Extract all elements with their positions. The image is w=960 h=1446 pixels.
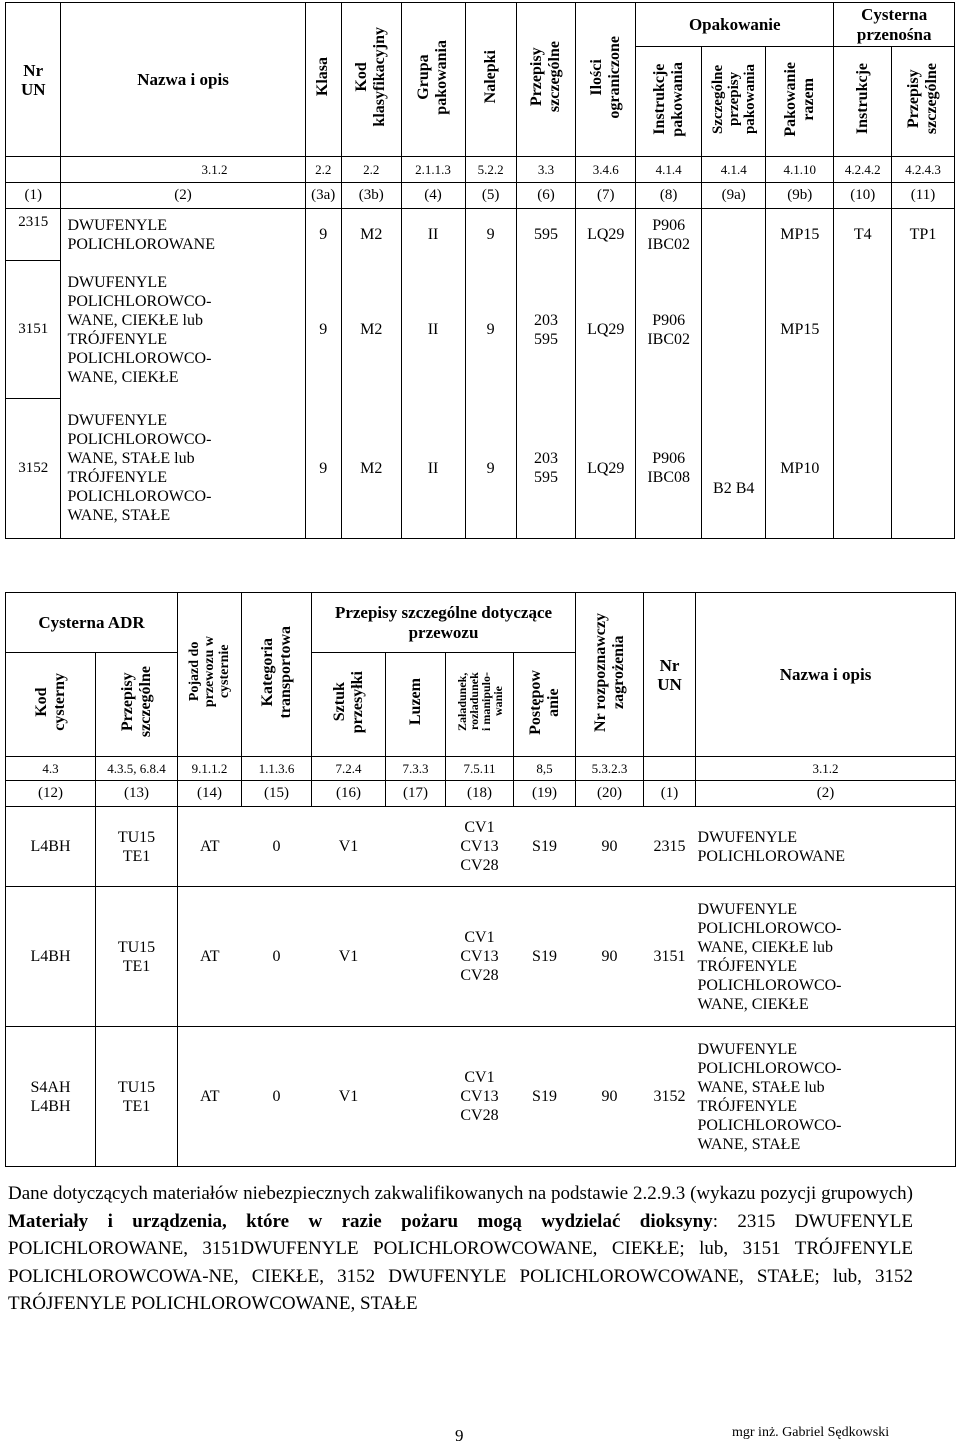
cell-kod-cysterny: L4BH <box>6 807 96 887</box>
ref-cell: 7.2.4 <box>312 757 386 781</box>
header-luzem: Luzem <box>386 653 446 757</box>
cell-zaladunek: CV1 CV13 CV28 <box>446 1027 514 1167</box>
cell-razem: MP15 <box>766 261 834 399</box>
table-row <box>6 1027 956 1167</box>
cell-cp-przepisy: TP1 <box>892 209 955 261</box>
col-number: (18) <box>446 781 514 807</box>
cell-postepowanie: S19 <box>514 1027 576 1167</box>
header-pakowanie-razem: Pakowanie razem <box>766 47 834 157</box>
col-number: (3b) <box>341 183 401 209</box>
cell-un: 2315 <box>6 209 61 261</box>
cell-nr-rozpoznawczy: 90 <box>576 887 644 1027</box>
ref-cell: 8,5 <box>514 757 576 781</box>
ref-cell: 3.1.2 <box>61 157 305 183</box>
note-text-2: : 2315 DWUFENYLE POLICHLOROWANE, 3151DWUFENYLE POLICHLOROWCOWANE, CIEKŁE; lub, 3151 TRÓJFENYLE POLICHLOROWCOWA-NE, CIEKŁE, 3152 DWUFENYLE POLICHLOROWCOWANE, STAŁE; lub, 3152 TRÓJFENYLE POLICHLOROWCOWANE, STAŁE <box>8 1210 913 1314</box>
header-opakowanie: Opakowanie <box>636 3 834 47</box>
header-cysterna-przenosna: Cysterna przenośna <box>834 3 955 47</box>
cell-luzem <box>386 887 446 1027</box>
cell-pojazd: AT <box>178 807 242 887</box>
adr-table-part1 <box>5 2 955 539</box>
cell-name: DWUFENYLE POLICHLOROWANE <box>61 209 305 261</box>
header-nazwa: Nazwa i opis <box>61 3 305 157</box>
header-cysterna-adr: Cysterna ADR <box>6 593 178 653</box>
cell-przepisy: TU15 TE1 <box>96 1027 178 1167</box>
cell-luzem <box>386 807 446 887</box>
col-number: (14) <box>178 781 242 807</box>
ref-cell: 1.1.3.6 <box>242 757 312 781</box>
cell-klasa: 9 <box>305 209 341 261</box>
note-text: Dane dotyczących materiałów niebezpiecznych zakwalifikowanych na podstawie 2.2.9.3 (wykazu pozycji grupowych) <box>8 1183 913 1204</box>
ref-cell: 3.3 <box>516 157 576 183</box>
cell-nr-rozpoznawczy: 90 <box>576 1027 644 1167</box>
col-number: (19) <box>514 781 576 807</box>
ref-cell: 3.1.2 <box>696 757 956 781</box>
ref-cell: 5.3.2.3 <box>576 757 644 781</box>
cell-cp-przepisy <box>892 399 955 539</box>
cell-razem: MP10 <box>766 399 834 539</box>
col-number: (2) <box>61 183 305 209</box>
cell-kategoria: 0 <box>242 1027 312 1167</box>
ref-cell: 4.1.10 <box>766 157 834 183</box>
header-przepisy-szczegolne: Przepisy szczególne <box>516 3 576 157</box>
cell-pojazd: AT <box>178 887 242 1027</box>
col-number: (9a) <box>702 183 766 209</box>
col-number: (20) <box>576 781 644 807</box>
cell-postepowanie: S19 <box>514 807 576 887</box>
header-kod-klasyfikacyjny: Kod klasyfikacyjny <box>341 3 401 157</box>
col-number: (15) <box>242 781 312 807</box>
cell-nalepki: 9 <box>465 261 516 399</box>
ref-cell: 4.1.4 <box>702 157 766 183</box>
table-row <box>6 807 956 887</box>
ref-cell: 4.2.4.3 <box>892 157 955 183</box>
note-bold: Materiały i urządzenia, które w razie pożaru mogą wydzielać dioksyny <box>8 1210 713 1232</box>
cell-nalepki: 9 <box>465 399 516 539</box>
col-number: (4) <box>401 183 465 209</box>
adr-table-part2 <box>5 592 956 1167</box>
col-number: (16) <box>312 781 386 807</box>
header-postepowanie: Postępow anie <box>514 653 576 757</box>
header-instrukcje-pakowania: Instrukcje pakowania <box>636 47 702 157</box>
cell-sztuk: V1 <box>312 1027 386 1167</box>
note-paragraph <box>8 1180 913 1318</box>
cell-un: 3152 <box>6 399 61 539</box>
header-przepisy-szczegolne: Przepisy szczególne <box>96 653 178 757</box>
col-number: (9b) <box>766 183 834 209</box>
cell-kod: M2 <box>341 399 401 539</box>
header-nr-rozpoznawczy: Nr rozpoznawczy zagrożenia <box>576 593 644 757</box>
cell-postepowanie: S19 <box>514 887 576 1027</box>
cell-cp-tank <box>834 399 892 539</box>
ref-cell: 9.1.1.2 <box>178 757 242 781</box>
col-number: (1) <box>6 183 61 209</box>
ref-cell: 4.3.5, 6.8.4 <box>96 757 178 781</box>
header-instrukcje: Instrukcje <box>834 47 892 157</box>
cell-kategoria: 0 <box>242 807 312 887</box>
cell-sztuk: V1 <box>312 887 386 1027</box>
cell-kod-cysterny: L4BH <box>6 887 96 1027</box>
ref-cell: 2.2 <box>305 157 341 183</box>
table-row <box>6 887 956 1027</box>
cell-zaladunek: CV1 CV13 CV28 <box>446 887 514 1027</box>
cell-un: 3151 <box>6 261 61 399</box>
cell-name: DWUFENYLE POLICHLOROWCO- WANE, CIEKŁE lub TRÓJFENYLE POLICHLOROWCO- WANE, CIEKŁE <box>61 261 305 399</box>
cell-grupa: II <box>401 399 465 539</box>
cell-instr: P906 IBC02 <box>636 261 702 399</box>
col-number: (12) <box>6 781 96 807</box>
col-number: (10) <box>834 183 892 209</box>
cell-name: DWUFENYLE POLICHLOROWANE <box>696 807 956 887</box>
header-nazwa: Nazwa i opis <box>696 593 956 757</box>
cell-instr: P906 IBC08 <box>636 399 702 539</box>
cell-sztuk: V1 <box>312 807 386 887</box>
cell-un: 2315 <box>644 807 696 887</box>
ref-cell: 4.2.4.2 <box>834 157 892 183</box>
cell-ilosci: LQ29 <box>576 399 636 539</box>
cell-grupa: II <box>401 209 465 261</box>
cell-name: DWUFENYLE POLICHLOROWCO- WANE, STAŁE lub TRÓJFENYLE POLICHLOROWCO- WANE, STAŁE <box>61 399 305 539</box>
cell-przepisy: TU15 TE1 <box>96 887 178 1027</box>
cell-pojazd: AT <box>178 1027 242 1167</box>
cell-grupa: II <box>401 261 465 399</box>
header-nr-un: Nr UN <box>6 3 61 157</box>
cell-nr-rozpoznawczy: 90 <box>576 807 644 887</box>
page-number: 9 <box>455 1426 464 1445</box>
cell-klasa: 9 <box>305 261 341 399</box>
ref-cell <box>644 757 696 781</box>
ref-cell: 3.4.6 <box>576 157 636 183</box>
cell-un: 3151 <box>644 887 696 1027</box>
cell-cp-tank: T4 <box>834 209 892 261</box>
col-number: (7) <box>576 183 636 209</box>
cell-przepisy: 203 595 <box>516 399 576 539</box>
header-kategoria: Kategoria transportowa <box>242 593 312 757</box>
ref-cell <box>6 157 61 183</box>
header-ilosci-ograniczone: Ilości ograniczone <box>576 3 636 157</box>
header-kod-cysterny: Kod cysterny <box>6 653 96 757</box>
col-number: (17) <box>386 781 446 807</box>
header-nalepki: Nalepki <box>465 3 516 157</box>
cell-zaladunek: CV1 CV13 CV28 <box>446 807 514 887</box>
header-szczegolne-przepisy-pakowania: Szczególne przepisy pakowania <box>702 47 766 157</box>
col-number: (2) <box>696 781 956 807</box>
cell-nalepki: 9 <box>465 209 516 261</box>
header-zaladunek: Załadunek, rozładunek i manipulo- wanie <box>446 653 514 757</box>
cell-szczeg <box>702 209 766 261</box>
cell-ilosci: LQ29 <box>576 261 636 399</box>
cell-kod: M2 <box>341 261 401 399</box>
ref-cell: 4.1.4 <box>636 157 702 183</box>
cell-cp-przepisy <box>892 261 955 399</box>
cell-klasa: 9 <box>305 399 341 539</box>
cell-razem: MP15 <box>766 209 834 261</box>
table-row <box>6 261 955 399</box>
ref-cell: 2.2 <box>341 157 401 183</box>
table-row <box>6 209 955 261</box>
ref-cell: 7.5.11 <box>446 757 514 781</box>
cell-przepisy: 203 595 <box>516 261 576 399</box>
cell-przepisy: 595 <box>516 209 576 261</box>
ref-cell: 5.2.2 <box>465 157 516 183</box>
cell-kod: M2 <box>341 209 401 261</box>
col-number: (11) <box>892 183 955 209</box>
header-grupa-pakowania: Grupa pakowania <box>401 3 465 157</box>
cell-un: 3152 <box>644 1027 696 1167</box>
cell-szczeg: B2 B4 <box>702 399 766 539</box>
col-number: (5) <box>465 183 516 209</box>
cell-name: DWUFENYLE POLICHLOROWCO- WANE, CIEKŁE lub TRÓJFENYLE POLICHLOROWCO- WANE, CIEKŁE <box>696 887 956 1027</box>
header-pojazd: Pojazd do przewozu w cysternie <box>178 593 242 757</box>
cell-kategoria: 0 <box>242 887 312 1027</box>
header-przepisy-przewozu: Przepisy szczególne dotyczące przewozu <box>312 593 576 653</box>
cell-kod-cysterny: S4AH L4BH <box>6 1027 96 1167</box>
cell-ilosci: LQ29 <box>576 209 636 261</box>
cell-przepisy: TU15 TE1 <box>96 807 178 887</box>
cell-cp-tank <box>834 261 892 399</box>
author-footer: mgr inż. Gabriel Sędkowski <box>732 1425 890 1440</box>
ref-cell: 4.3 <box>6 757 96 781</box>
ref-cell: 2.1.1.3 <box>401 157 465 183</box>
header-sztuk-przesylki: Sztuk przesyłki <box>312 653 386 757</box>
cell-luzem <box>386 1027 446 1167</box>
col-number: (6) <box>516 183 576 209</box>
header-cp-przepisy-szczegolne: Przepisy szczególne <box>892 47 955 157</box>
header-nr-un: Nr UN <box>644 593 696 757</box>
col-number: (3a) <box>305 183 341 209</box>
cell-szczeg <box>702 261 766 399</box>
table-row <box>6 399 955 539</box>
ref-cell: 7.3.3 <box>386 757 446 781</box>
col-number: (8) <box>636 183 702 209</box>
cell-instr: P906 IBC02 <box>636 209 702 261</box>
header-klasa: Klasa <box>305 3 341 157</box>
cell-name: DWUFENYLE POLICHLOROWCO- WANE, STAŁE lub TRÓJFENYLE POLICHLOROWCO- WANE, STAŁE <box>696 1027 956 1167</box>
col-number: (13) <box>96 781 178 807</box>
col-number: (1) <box>644 781 696 807</box>
